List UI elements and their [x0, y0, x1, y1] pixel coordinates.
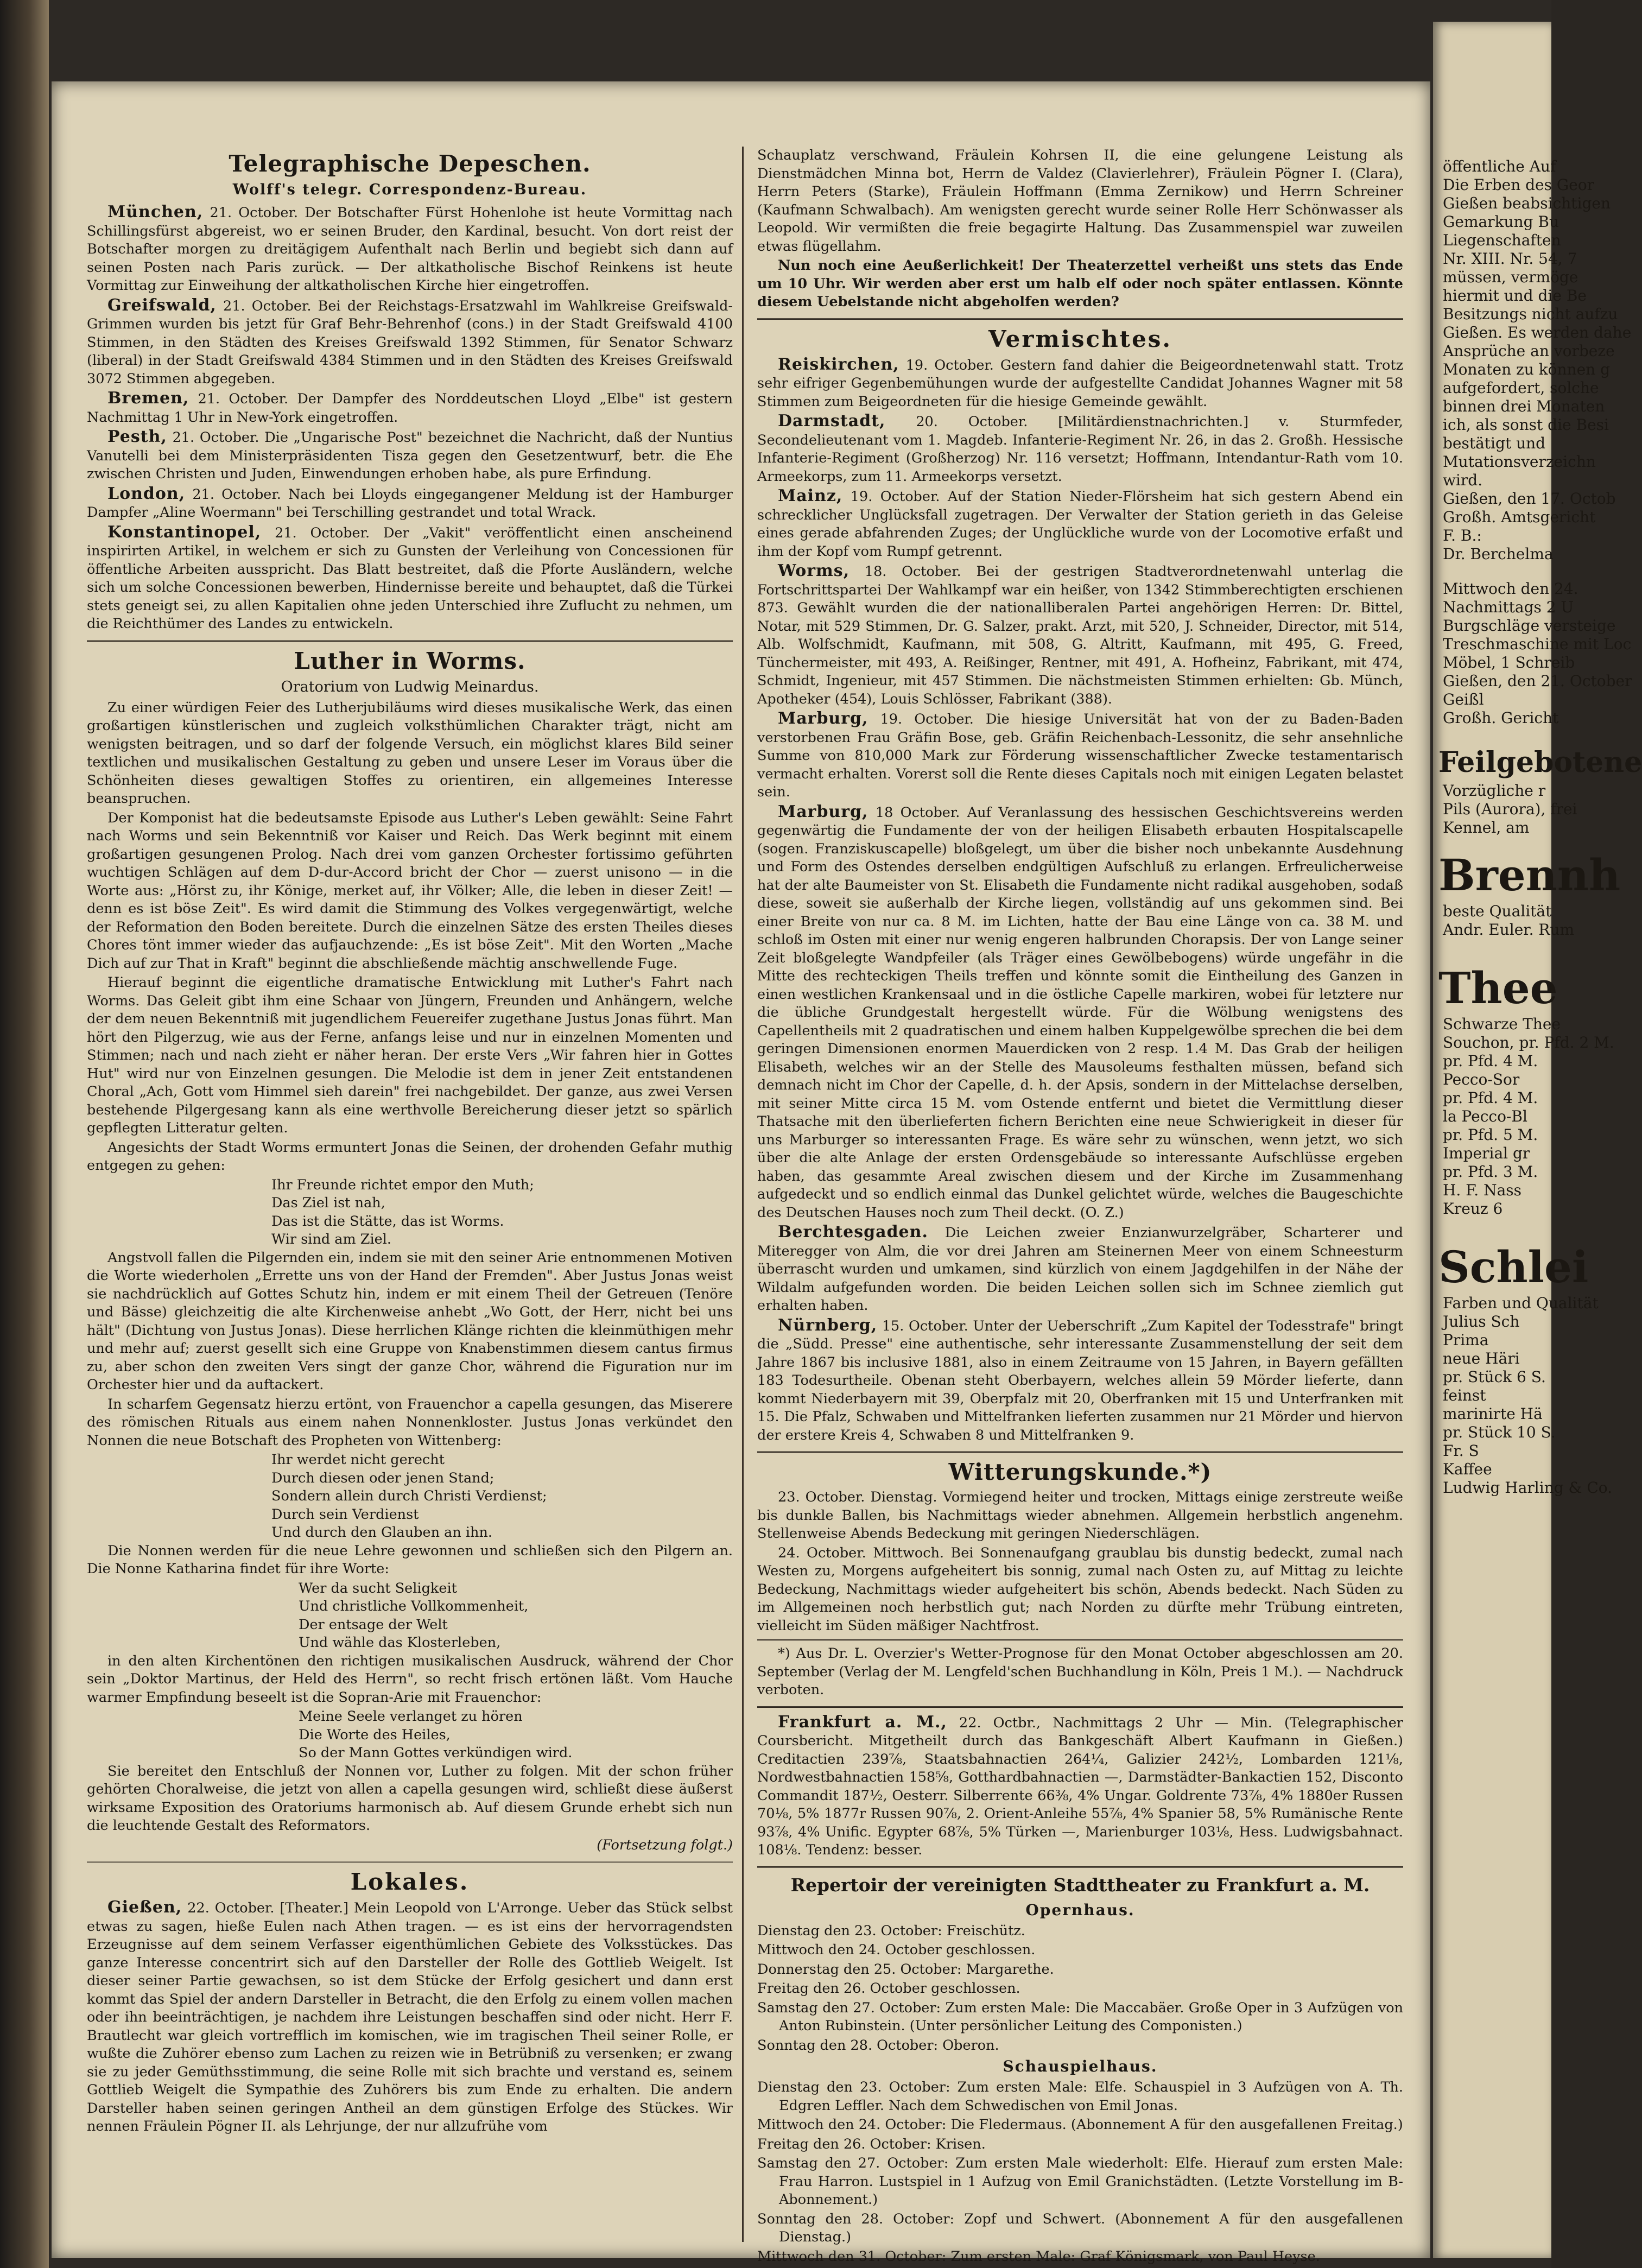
adjacent-text-fragment: Großh. Gericht [1443, 709, 1559, 727]
article-text: 19. October. Gestern fand dahier die Beigeordnetenwahl statt. Trotz sehr eifriger Gegenbemühungen wurde der aufgestellte Candidat Johannes Wagner mit 58 Stimmen zum Beigeordneten für die hiesige Gemeinde gewählt. [757, 357, 1404, 410]
adjacent-text-fragment: Kennel, am [1443, 819, 1530, 837]
adjacent-text-fragment: Großh. Amtsgericht [1443, 508, 1596, 526]
repertoire-entry: Sonntag den 28. October: Oberon. [757, 2037, 999, 2054]
adjacent-text-fragment: Gemarkung Bu [1443, 213, 1559, 231]
verse-line: Das Ziel ist nah, [271, 1195, 385, 1211]
adjacent-text-fragment: Gießen beabsichtigen [1443, 194, 1611, 212]
article-text: 21. October. Der „Vakit" veröffentlicht einen anscheinend inspirirten Artikel, in welchem er sich zu Gunsten der Verleihung von Concessionen für öffentliche Arbeiten ausspricht. Das Blatt bestreitet, daß die Pforte Ausländern, welche sich um solche Concessionen bewerben, Hindernisse bereite und behauptet, daß die Türkei stets geneigt sei, zu allen Kapitalien ohne jeden Unterschied ihre Zuflucht zu nehmen, um die Reichthümer des Landes zu entwickeln. [87, 524, 733, 632]
adjacent-ads-heading: Feilgebotene [1438, 746, 1642, 779]
repertoire-entry: Sonntag den 28. October: Zopf und Schwert. (Abonnement A für den ausgefallenen Dienstag.) [757, 2210, 1403, 2245]
adjacent-page-edge [1433, 22, 1642, 2258]
article-paragraph: Die Nonnen werden für die neue Lehre gewonnen und schließen sich den Pilgern an. Die Nonne Katharina findet für ihre Worte: [87, 1542, 733, 1577]
adjacent-text-fragment: pr. Pfd. 4 M. [1443, 1052, 1538, 1070]
adjacent-text-fragment: Besitzungs nicht aufzu [1443, 305, 1618, 323]
opera-heading: Opernhaus. [1025, 1900, 1135, 1919]
left-column [87, 147, 733, 2137]
news-item [757, 356, 1403, 411]
adjacent-text-fragment: Ludwig Harling & Co. [1443, 1479, 1613, 1497]
adjacent-text-fragment: pr. Pfd. 3 M. [1443, 1163, 1538, 1181]
right-column [757, 147, 1403, 2267]
article-text: 21. October. Der Botschafter Fürst Hohenlohe ist heute Vormittag nach Schillingsfürst abgereist, wo er seinen Bruder, den Kardinal, besucht. Von dort reist der Botschafter morgen zu dreitägigem Aufenthalt nach Berlin und begiebt sich dann auf seinen Posten nach Paris zurück. — Der altkatholische Bischof Reinkens ist heute Vormittag zur Einweihung der altkatholischen Kirche hier eingetroffen. [87, 205, 733, 294]
adjacent-text-fragment: Mittwoch den 24. [1443, 580, 1578, 598]
dateline-place: Bremen, [107, 389, 189, 408]
adjacent-page-auction [1433, 563, 1632, 727]
adjacent-ad-title: Brennh [1438, 850, 1621, 901]
adjacent-text-fragment: Pils (Aurora), frei [1443, 800, 1577, 818]
article-text: Die Leichen zweier Enzianwurzelgräber, Scharterer und Miteregger von Alm, die vor drei Jahren am Steinernen Meer von einem Schneesturm überrascht wurden und umkamen, sind kürzlich von einem Jagdgehilfen in der Nähe der Wildalm aufgefunden worden. Die beiden Leichen sollen sich im Schnee ziemlich gut erhalten haben. [757, 1225, 1404, 1314]
adjacent-text-fragment: aufgefordert, solche [1443, 379, 1599, 397]
article-text: 21. October. Bei der Reichstags-Ersatzwahl im Wahlkreise Greifswald-Grimmen wurden bis jetzt für Graf Behr-Behrenhof (cons.) in der Stadt Greifswald 4100 Stimmen, in den Städten des Kreises Greifswald 1392 Stimmen, für Senator Schwarz (liberal) in der Stadt Greifswald 4384 Stimmen und in den Städten des Kreises Greifswald 3072 Stimmen abgegeben. [87, 297, 733, 387]
adjacent-text-fragment: pr. Pfd. 4 M. [1443, 1089, 1538, 1107]
repertoire-entry: Mittwoch den 24. October geschlossen. [757, 1942, 1036, 1958]
lokales-title: Lokales. [350, 1868, 470, 1895]
verse-line: Wer da sucht Seligkeit [299, 1580, 457, 1597]
article-text: 22. Octbr., Nachmittags 2 Uhr — Min. (Telegraphischer Coursbericht. Mitgetheilt durch das Bankgeschäft Albert Kaufmann in Gießen.) Creditactien 239⅞, Staatsbahnactien 264¼, Galizier 242½, Lombarden 121⅛, Nordwestbahnactien 158⅝, Gotthardbahnactien —, Darmstädter-Bankactien 152, Disconto Commandit 187½, Oesterr. Silberrente 66⅜, 4% Ungar. Goldrente 73⅞, 4% 1880er Russen 70⅛, 5% 1877r Russen 90⅞, 2. Orient-Anleihe 55⅞, 4% Spanier 58, 5% Rumänische Rente 93⅞, 4% Unific. Egypter 68⅞, 5% Türken —, Marienburger 103⅛, Hess. Ludwigsbahnact. 108⅛. Tendenz: besser. [757, 1714, 1403, 1858]
article-text: 21. October. Der Dampfer des Norddeutschen Lloyd „Elbe" ist gestern Nachmittag 1 Uhr in New-York eingetroffen. [87, 391, 733, 426]
article-text: 20. October. [Militärdienstnachrichten.] v. Sturmfeder, Secondelieutenant vom 1. Magdeb. Infanterie-Regiment Nr. 26, in das 2. Großh. Hessische Infanterie-Regiment (Großherzog) Nr. 116 versetzt; Hoffmann, Intendantur-Rath vom 10. Armeekorps, zum 11. Armeekorps versetzt. [757, 414, 1404, 485]
section-rule [757, 1866, 1403, 1868]
news-item [757, 562, 1403, 708]
dateline-place: Greifswald, [107, 295, 217, 315]
adjacent-ad-title: Schlei [1438, 1241, 1589, 1293]
repertoire-entry: Samstag den 27. October: Zum ersten Male: Die Maccabäer. Große Oper in 3 Aufzügen von Anton Rubinstein. (Unter persönlicher Leitung des Componisten.) [757, 1999, 1403, 2034]
dateline-place: Marburg, [778, 709, 868, 728]
repertoire-title: Repertoir der vereinigten Stadttheater zu Frankfurt a. M. [790, 1874, 1370, 1896]
verse-line: So der Mann Gottes verkündigen wird. [299, 1745, 573, 1761]
adjacent-text-fragment: Fr. S [1443, 1442, 1479, 1460]
repertoire-entry: Samstag den 27. October: Zum ersten Male wiederholt: Elfe. Hierauf zum ersten Male: Frau Harron. Lustspiel in 1 Aufzug von Emil Granichstädten. (Letzte Vorstellung im B-Abonnement.) [757, 2155, 1403, 2208]
adjacent-text-fragment: Schwarze Thee [1443, 1015, 1561, 1033]
luther-article [87, 699, 733, 1835]
verse-line: Ihr werdet nicht gerecht [271, 1452, 445, 1468]
weather-wednesday: 24. October. Mittwoch. Bei Sonnenaufgang graublau bis dunstig bedeckt, zumal nach Westen zu, Morgens aufgeheitert bis sonnig, zumal nach Osten zu, auf Mittag zu leichte Bedeckung, Nachmittags wieder aufgeheitert bis schön, Abends bedeckt. Nach Süden zu im Allgemeinen noch herbstlich gut; nach Norden zu dürfte mehr Trübung eintreten, vielleicht im Süden mäßiger Nachtfrost. [757, 1544, 1403, 1634]
adjacent-text-fragment: Andr. Euler. Rum [1443, 921, 1575, 939]
dateline-place: München, [107, 202, 204, 221]
article-paragraph: Der Komponist hat die bedeutsamste Episode aus Luther's Leben gewählt: Seine Fahrt nach Worms und sein Bekenntniß vor Kaiser und Reich. Das Werk beginnt mit einem großartigen gesungenen Prolog. Nach drei vom ganzen Orchester fortissimo geführten wuchtigen Schlägen auf dem D-dur-Accord bricht der Chor — zuerst unisono — in die Worte aus: „Hörst zu, ihr Könige, merket auf, ihr Völker; Alle, die leben in dieser Zeit! — denn es ist böse Zeit". Es wird damit die Stimmung des Volkes vergegenwärtigt, welche der Reformation den Boden bereitete. Durch die einzelnen Sätze des ersten Theiles dieses Chores tönt immer wieder das aufjauchzende: „Es ist böse Zeit". Mit den Worten „Mache Dich auf zur That in Kraft" beginnt die abschließende mächtig anschwellende Fuge. [87, 809, 733, 972]
verse-line: Sondern allein durch Christi Verdienst; [271, 1488, 547, 1504]
adjacent-text-fragment: pr. Stück 6 S. [1443, 1368, 1546, 1386]
theater-review-continued: Schauplatz verschwand, Fräulein Kohrsen II, die eine gelungene Leistung als Dienstmädchen Minna bot, Herrn de Valdez (Clavierlehrer), Fräulein Pögner I. (Clara), Herrn Peters (Starke), Fräulein Hoffmann (Emma Zernikow) und Herrn Schreiner (Kaufmann Schwalbach). Am wenigsten gerecht wurde seiner Rolle Herr Schönwasser als Leopold. Wir vermißten die freie begagirte Haltung. Das Zusammenspiel war zuweilen etwas flügellahm. [757, 147, 1403, 255]
article-paragraph: Sie bereitet den Entschluß der Nonnen vor, Luther zu folgen. Mit der schon früher gehörten Choralweise, die jetzt von allen a capella gesungen wird, schließt diese äußerst wirksame Exposition des Oratoriums harmonisch ab. Auf diesem Grunde erhebt sich nun die leuchtende Gestalt des Reformators. [87, 1763, 733, 1834]
book-binding [0, 0, 49, 2268]
news-item [757, 487, 1403, 561]
dateline-place: Mainz, [778, 486, 843, 505]
continued-note: (Fortsetzung folgt.) [597, 1836, 733, 1853]
lokales-article [87, 1898, 733, 2136]
adjacent-text-fragment: ich, als sonst die Besi [1443, 416, 1609, 434]
news-item [757, 1316, 1403, 1445]
news-item [757, 803, 1403, 1222]
article-text: 18. October. Bei der gestrigen Stadtverordnetenwahl unterlag die Fortschrittspartei Der Wahlkampf war ein heißer, von 1342 Stimmberechtigten erschienen 873. Gewählt wurden die der nationalliberalen Partei angehörigen Herren: Dr. Bittel, Notar, mit 529 Stimmen, Dr. G. Salzer, prakt. Arzt, mit 520, J. Schneider, Director, mit 514, Alb. Wolfschmidt, Kaufmann, mit 508, G. Altritt, Kaufmann, mit 495, G. Freed, Tünchermeister, mit 493, A. Reißinger, Rentner, mit 491, A. Hofheinz, Fabrikant, mit 474, Schmidt, Ingenieur, mit 457 Stimmen. Die nächstmeisten Stimmen erhielten: Gb. Münch, Apotheker (454), Louis Schlösser, Fabrikant (388). [757, 563, 1404, 707]
adjacent-text-fragment: Kaffee [1443, 1460, 1492, 1478]
dateline-place: Konstantinopel, [107, 522, 262, 542]
adjacent-text-fragment: H. F. Nass [1443, 1181, 1522, 1199]
news-item [757, 412, 1403, 486]
dateline-place: London, [107, 484, 186, 503]
article-text: 21. October. Die „Ungarische Post" bezeichnet die Nachricht, daß der Nuntius Vanutelli bei dem Ministerpräsidenten Tisza gegen den Gesetzentwurf, betr. die Ehe zwischen Christen und Juden, Einwendungen erhoben habe, als pure Erfindung. [87, 429, 733, 482]
verse-line: Die Worte des Heiles, [299, 1726, 451, 1743]
telegraph-subtitle: Wolff's telegr. Correspondenz-Bureau. [232, 181, 587, 198]
adjacent-text-fragment: Treschmaschine mit Loc [1443, 635, 1632, 653]
section-rule [757, 1451, 1403, 1453]
repertoire-entry: Mittwoch den 31. October: Zum ersten Male: Graf Königsmark, von Paul Heyse. [757, 2248, 1320, 2265]
verse-line: Durch sein Verdienst [271, 1506, 419, 1523]
section-rule [757, 318, 1403, 320]
repertoire-entry: Donnerstag den 25. October: Margarethe. [757, 1961, 1054, 1978]
adjacent-text-fragment: neue Häri [1443, 1350, 1520, 1367]
repertoire-entry: Mittwoch den 24. October: Die Fledermaus. (Abonnement A für den ausgefallenen Freitag.) [757, 2117, 1403, 2133]
vermischtes-title: Vermischtes. [988, 325, 1172, 352]
adjacent-text-fragment: Farben und Qualität [1443, 1294, 1599, 1312]
dateline-place: Nürnberg, [778, 1315, 878, 1335]
adjacent-text-fragment: Geißl [1443, 690, 1484, 708]
news-item [87, 296, 733, 389]
opera-list [757, 1922, 1403, 2055]
adjacent-text-fragment: Gießen, den 17. Octob [1443, 490, 1616, 508]
adjacent-text-fragment: wird. [1443, 471, 1483, 489]
adjacent-ad [1433, 1294, 1613, 1497]
adjacent-text-fragment: pr. Stück 10 S. [1443, 1423, 1556, 1441]
verse-line: Das ist die Stätte, das ist Worms. [271, 1213, 504, 1230]
adjacent-text-fragment: öffentliche Auf [1443, 157, 1556, 175]
verse-line: Und wähle das Klosterleben, [299, 1635, 501, 1651]
article-paragraph: Angesichts der Stadt Worms ermuntert Jonas die Seinen, der drohenden Gefahr muthig entgegen zu gehen: [87, 1139, 733, 1174]
dateline-place: Reiskirchen, [778, 354, 899, 374]
adjacent-text-fragment: Gießen, den 21. October [1443, 672, 1632, 690]
adjacent-ad [1433, 1015, 1614, 1218]
verse-line: Wir sind am Ziel. [271, 1231, 392, 1247]
adjacent-ad [1433, 902, 1575, 939]
adjacent-text-fragment: Ansprüche an vorbeze [1443, 342, 1615, 360]
article-paragraph: In scharfem Gegensatz hierzu ertönt, von Frauenchor a capella gesungen, das Miserere des römischen Rituals aus einem nahen Nonnenkloster. Justus Jonas verkündet den Nonnen die neue Botschaft des Propheten von Wittenberg: [87, 1396, 733, 1449]
article-paragraph: Angstvoll fallen die Pilgernden ein, indem sie mit den seiner Arie entnommenen Motiven die Worte wiederholen „Errette uns von der Hand der Fremden". Aber Justus Jonas weist sie nachdrücklich auf Gottes Schutz hin, indem er mit einem Theil der Getreuen (Tenöre und Bässe) gleichzeitig die alte Kirchenweise anhebt „Wo Gott, der Herr, nicht bei uns hält" (Dichtung von Justus Jonas). Diese herrlichen Klänge richten die kleinmüthigen mehr und mehr auf; zuerst gesellt sich eine Gruppe von Knabenstimmen diesem cantus firmus zu, aber schon den zweiten Vers singt der ganze Chor, während die Figuration nur im Orchester hier und da auftackert. [87, 1249, 733, 1393]
article-text: 15. October. Unter der Ueberschrift „Zum Kapitel der Todesstrafe" bringt die „Südd. Presse" eine authentische, sehr interessante Zusammenstellung der seit dem Jahre 1867 bis inclusive 1881, also in einem Zeitraume von 15 Jahren, in Bayern gefällten 183 Todesurtheile. Obenan steht Oberbayern, welches allein 59 Mörder lieferte, dann kommt Niederbayern mit 39, Oberpfalz mit 20, Oberfranken mit 15 und Unterfranken mit 15. Die Pfalz, Schwaben und Mittelfranken lieferten zusammen nur 21 Mörder und hiervon der erstere Kreis 4, Schwaben 8 und Mittelfranken 9. [757, 1317, 1403, 1443]
adjacent-text-fragment: Kreuz 6 [1443, 1200, 1503, 1218]
repertoire-entry: Dienstag den 23. October: Zum ersten Male: Elfe. Schauspiel in 3 Aufzügen von A. Th. Edgren Leffler. Nach dem Schwedischen von Emil Jonas. [757, 2079, 1403, 2114]
dateline-place: Gießen, [107, 1898, 182, 1917]
adjacent-text-fragment: Dr. Berchelma [1443, 545, 1554, 563]
section-rule [757, 1706, 1403, 1708]
theater-note: Nun noch eine Aeußerlichkeit! Der Theaterzettel verheißt uns stets das Ende um 10 Uhr. Wir werden aber erst um halb elf oder noch später entlassen. Könnte diesem Uebelstande nicht abgeholfen werden? [757, 257, 1403, 310]
column-divider [742, 147, 744, 2242]
adjacent-text-fragment: Pecco-Sor [1443, 1070, 1520, 1088]
adjacent-text-fragment: Die Erben des Geor [1443, 176, 1595, 194]
dateline-place: Marburg, [778, 802, 868, 821]
dateline-place: Worms, [778, 561, 850, 580]
adjacent-text-fragment: Vorzügliche r [1443, 782, 1546, 800]
article-text: 21. October. Nach bei Lloyds eingegangener Meldung ist der Hamburger Dampfer „Aline Woermann" bei Terschilling gestrandet und total Wrack. [87, 486, 733, 521]
adjacent-text-fragment: Nr. XIII. Nr. 54, 7 [1443, 250, 1577, 268]
weather-footnote: *) Aus Dr. L. Overzier's Wetter-Prognose für den Monat October abgeschlossen am 20. September (Verlag der M. Lengfeld'schen Buchhandlung in Köln, Preis 1 M.). — Nachdruck verboten. [757, 1645, 1403, 1698]
article-paragraph: in den alten Kirchentönen den richtigen musikalischen Ausdruck, während der Chor sein „Doktor Martinus, der Held des Herrn", so recht frisch ertönen läßt. Vom Hauche warmer Empfindung beseelt ist die Sopran-Arie mit Frauenchor: [87, 1652, 733, 1706]
weather-tuesday: 23. October. Dienstag. Vormiegend heiter und trocken, Mittags einige zerstreute weiße bis dunkle Ballen, bis Nachmittags wieder abnehmen. Allgemein herbstlich angenehm. Stellenweise Abends Bedeckung mit geringen Niederschlägen. [757, 1489, 1403, 1542]
news-item [87, 203, 733, 295]
adjacent-text-fragment: Prima [1443, 1331, 1489, 1349]
adjacent-text-fragment: Möbel, 1 Schreib [1443, 654, 1575, 671]
adjacent-ad-title: Thee [1438, 962, 1558, 1013]
article-text: 22. October. [Theater.] Mein Leopold von L'Arronge. Ueber das Stück selbst etwas zu sagen, hieße Eulen nach Athen tragen. — es ist eins der hervorragendsten Erzeugnisse auf dem seinem Verfasser eigenthümlichen Gebiete des Volksstückes. Das ganze Interesse concentrirt sich auf den Darsteller der Rolle des Gottlieb Weigelt. Ist dieser seiner Partie gewachsen, so ist dem Stücke der Erfolg gesichert und dann erst kommt das Spiel der andern Darsteller in Betracht, die den Erfolg zu einem vollen machen oder ihn beeinträchtigen, je nachdem ihre Leistungen beschaffen sind oder nicht. Herr F. Brautlecht war gleich vortrefflich im komischen, wie im tragischen Theil seiner Rolle, er wußte die Zuhörer ebenso zum Lachen zu reizen wie in Betrübniß zu versenken; er zwang sie zu jeder Gemüthsstimmung, die seine Rolle mit sich brachte und verstand es, seinem Gottlieb Weigelt die Sympathie des Zuhörers bis zum Ende zu erhalten. Die andern Darsteller haben seinen geringen Antheil an dem günstigen Erfolge des Stückes. Wir nennen Fräulein Pögner II. als Lehrjunge, der nur allzufrühe vom [87, 1900, 733, 2134]
adjacent-text-fragment: pr. Pfd. 5 M. [1443, 1126, 1538, 1144]
section-rule [87, 640, 733, 642]
adjacent-text-fragment: Burgschläge versteige [1443, 617, 1616, 635]
adjacent-text-fragment: hiermit und die Be [1443, 287, 1587, 305]
newspaper-page [52, 81, 1430, 2265]
luther-subtitle: Oratorium von Ludwig Meinardus. [281, 678, 539, 695]
adjacent-text-fragment: bestätigt und [1443, 434, 1546, 452]
adjacent-text-fragment: la Pecco-Bl [1443, 1107, 1527, 1125]
article-text: 19. October. Auf der Station Nieder-Flörsheim hat sich gestern Abend ein schrecklicher Unglücksfall zugetragen. Der Verwalter der Station gerieth in das Geleise eines gerade abfahrenden Zuges; der Unglückliche wurde von der Locomotive erfaßt und ihm der Kopf vom Rumpf getrennt. [757, 489, 1403, 560]
telegraph-title: Telegraphische Depeschen. [229, 150, 591, 177]
vermischtes-items [757, 356, 1403, 1445]
adjacent-text-fragment: marinirte Hä [1443, 1405, 1543, 1423]
adjacent-text-fragment: Mutationsverzeichn [1443, 453, 1596, 471]
drama-heading: Schauspielhaus. [1003, 2057, 1158, 2075]
news-item [87, 523, 733, 633]
adjacent-text-fragment: Imperial gr [1443, 1144, 1530, 1162]
adjacent-text-fragment: Nachmittags 2 U [1443, 598, 1574, 616]
dateline-place: Pesth, [107, 427, 167, 446]
telegraph-items [87, 203, 733, 633]
article-paragraph: Hierauf beginnt die eigentliche dramatische Entwicklung mit Luther's Fahrt nach Worms. Das Geleit gibt ihm eine Schaar von Jüngern, Freunden und Anhängern, welche der dem neuen Bekenntniß mit jugendlichem Feuereifer zugethane Justus Jonas führt. Man hört den Pilgerzug, wie aus der Ferne, anfangs leise und nur in einzelnen Momenten und Stimmen; nach und nach zieht er näher heran. Der erste Vers „Wir fahren hier in Gottes Hut" wird nur von Einzelnen gesungen. Die Melodie ist dem in jener Zeit entstandenen Choral „Ach, Gott vom Himmel sieh darein" frei nachgebildet. Der ganze, aus zwei Versen bestehende Pilgergesang kann als eine werthvolle Bereicherung dieser jetzt so spärlich gepflegten Litteratur gelten. [87, 974, 733, 1136]
repertoire-entry: Freitag den 26. October: Krisen. [757, 2136, 986, 2152]
article-paragraph: Zu einer würdigen Feier des Lutherjubiläums wird dieses musikalische Werk, das einen großartigen künstlerischen und zugleich volksthümlichen Charakter trägt, nicht am wenigsten beitragen, und so darf der folgende Versuch, ein möglichst klares Bild seiner textlichen und musikalischen Gestaltung zu geben und unsere Leser im Voraus über die Schönheiten dieses gewaltigen Stoffes zu orientiren, ein allgemeines Interesse beanspruchen. [87, 699, 733, 807]
luther-title: Luther in Worms. [294, 647, 526, 674]
verse-line: Und durch den Glauben an ihn. [271, 1524, 492, 1541]
news-item [757, 1223, 1403, 1315]
adjacent-page-notice [1433, 22, 1632, 563]
adjacent-text-fragment: Souchon, pr. Pfd. 2 M. [1443, 1034, 1614, 1051]
adjacent-text-fragment: Gießen. Es werden dahe [1443, 324, 1632, 341]
news-item [757, 709, 1403, 802]
article-text: 19. October. Die hiesige Universität hat von der zu Baden-Baden verstorbenen Frau Gräfin Bose, geb. Gräfin Reichenbach-Lessonitz, die sehr ansehnliche Summe von 810,000 Mark zur Förderung wissenschaftlicher Zwecke testamentarisch vermacht erhalten. Vorerst soll die Rente dieses Capitals noch mit einigen Legaten belastet sein. [757, 711, 1403, 800]
adjacent-text-fragment: binnen drei Monaten [1443, 397, 1605, 415]
verse-line: Meine Seele verlanget zu hören [299, 1708, 523, 1725]
dateline-place: Berchtesgaden. [778, 1222, 928, 1241]
adjacent-ad [1433, 782, 1577, 837]
adjacent-text-fragment: F. B.: [1443, 527, 1482, 544]
news-item [87, 389, 733, 427]
weather-title: Witterungskunde.*) [948, 1459, 1212, 1485]
verse-line: Der entsage der Welt [299, 1616, 448, 1633]
verse-line: Ihr Freunde richtet empor den Muth; [271, 1176, 534, 1193]
dateline-place: Frankfurt a. M., [778, 1712, 947, 1732]
repertoire-entry: Freitag den 26. October geschlossen. [757, 1980, 1020, 1997]
frankfurt-course-report [757, 1713, 1403, 1860]
repertoire-entry: Dienstag den 23. October: Freischütz. [757, 1922, 1025, 1939]
adjacent-text-fragment: Julius Sch [1443, 1313, 1520, 1331]
drama-list [757, 2079, 1403, 2266]
verse-line: Und christliche Vollkommenheit, [299, 1598, 529, 1614]
news-item [87, 485, 733, 522]
article-text: 18 October. Auf Veranlassung des hessischen Geschichtsvereins werden gegenwärtig die Fundamente der von der heiligen Elisabeth erbauten Hospitalscapelle (sogen. Franziskuscapelle) bloßgelegt, um über die bisher noch unbekannte Ausdehnung und Form des Ostendes derselben endgültigen Aufschluß zu erlangen. Erfreulicherweise hat der alte Baumeister von St. Elisabeth die Fundamente nicht radikal ausgehoben, sodaß diese, soweit sie außerhalb der Kirche liegen, vollständig auf uns gekommen sind. Bei einer Breite von nur ca. 8 M. im Lichten, hatte der Bau eine Länge von ca. 38 M. und schloß im Osten mit einer nur wenig engeren halbrunden Chorapsis. Der von Lange seiner Zeit bloßgelegte Wandpfeiler (als Träger eines Gewölbebogens) würde ungefähr in die Mitte des rechteckigen Theils treffen und könnte somit die Eintheilung des Ganzen in einen westlichen Krankensaal und in die östliche Capelle markiren, wobei für letztere nur die übliche Grundgestalt hergestellt würde. Für die Wölbung wenigstens des Capellentheils mit 2 quadratischen und einem halben Kuppelgewölbe sprechen die bei dem geringen Dimensionen enormen Mauerdicken von 2 resp. 1.4 M. Das Grab der heiligen Elisabeth, welches wir an der Stelle des Mausoleums festhalten müssen, befand sich demnach nicht im Chor der Capelle, d. h. der Apsis, sondern in der Mittelachse derselben, mit seiner Mitte circa 15 M. vom Ostende entfernt und bietet die Vermittlung dieser Thatsache mit den überlieferten fichern Berichten eine neue Schwierigkeit in dieser für uns Marburger so interessanten Frage. Es wäre sehr zu wünschen, wenn jetzt, wo sich über die alte Anlage der ersten Ordensgebäude so interessante Aufschlüsse ergeben haben, das gesammte Areal zwischen diesem und der Kirche im Zusammenhang aufgedeckt und so endlich einmal das Dunkel gelichtet würde, welches die Baugeschichte des Deutschen Hauses noch zum Theil deckt. (O. Z.) [757, 804, 1403, 1221]
verse-line: Durch diesen oder jenen Stand; [271, 1469, 494, 1486]
section-rule [87, 1861, 733, 1862]
adjacent-text-fragment: Liegenschaften [1443, 231, 1561, 249]
footnote-rule [757, 1639, 1403, 1640]
adjacent-text-fragment: Monaten zu können g [1443, 360, 1611, 378]
dateline-place: Darmstadt, [778, 411, 886, 430]
adjacent-text-fragment: beste Qualität [1443, 902, 1552, 920]
news-item [87, 428, 733, 484]
adjacent-text-fragment: feinst [1443, 1386, 1486, 1404]
adjacent-text-fragment: müssen, vermöge [1443, 268, 1578, 286]
